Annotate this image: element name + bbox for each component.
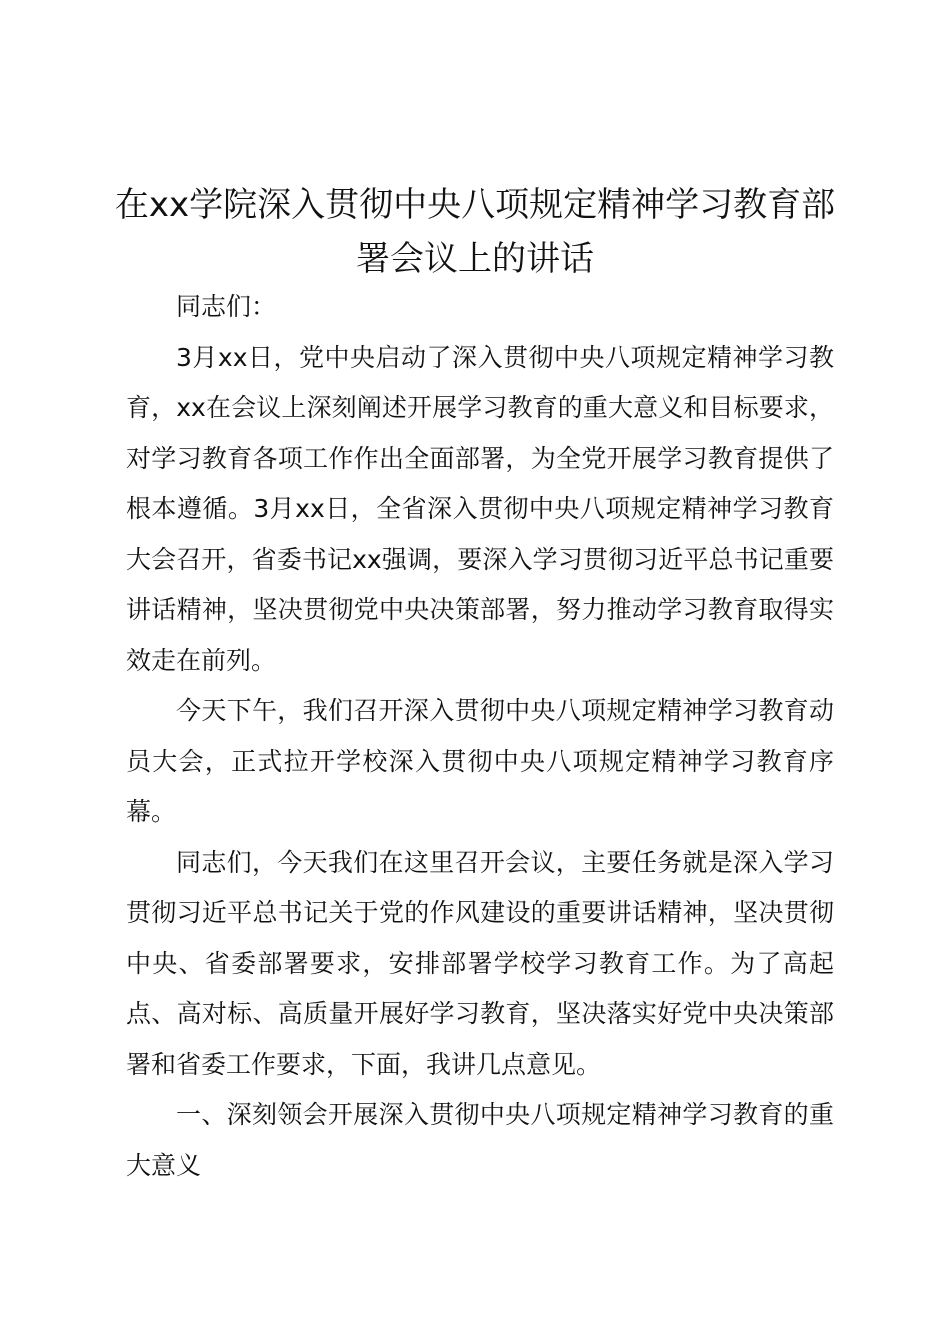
paragraph: 今天下午，我们召开深入贯彻中央八项规定精神学习教育动员大会，正式拉开学校深入贯彻中央八项规定精神学习教育序幕。 [126,696,834,826]
paragraph: 同志们，今天我们在这里召开会议，主要任务就是深入学习贯彻习近平总书记关于党的作风建设的重要讲话精神，坚决贯彻中央、省委部署要求，安排部署学校学习教育工作。为了高起点、高对标、高质量开展好学习教育，坚决落实好党中央决策部署和省委工作要求，下面，我讲几点意见。 [126,847,834,1079]
document-body [126,282,834,1191]
paragraph: 3月xx日，党中央启动了深入贯彻中央八项规定精神学习教育，xx在会议上深刻阐述开展学习教育的重大意义和目标要求，对学习教育各项工作作出全面部署，为全党开展学习教育提供了根本遵循。3月xx日，全省深入贯彻中央八项规定精神学习教育大会召开，省委书记xx强调，要深入学习贯彻习近平总书记重要讲话精神，坚决贯彻党中央决策部署，努力推动学习教育取得实效走在前列。 [126,342,834,675]
salutation: 同志们： [176,292,277,321]
section-heading: 一、深刻领会开展深入贯彻中央八项规定精神学习教育的重大意义 [126,1100,834,1180]
document-title: 在xx学院深入贯彻中央八项规定精神学习教育部署会议上的讲话 [114,185,836,279]
